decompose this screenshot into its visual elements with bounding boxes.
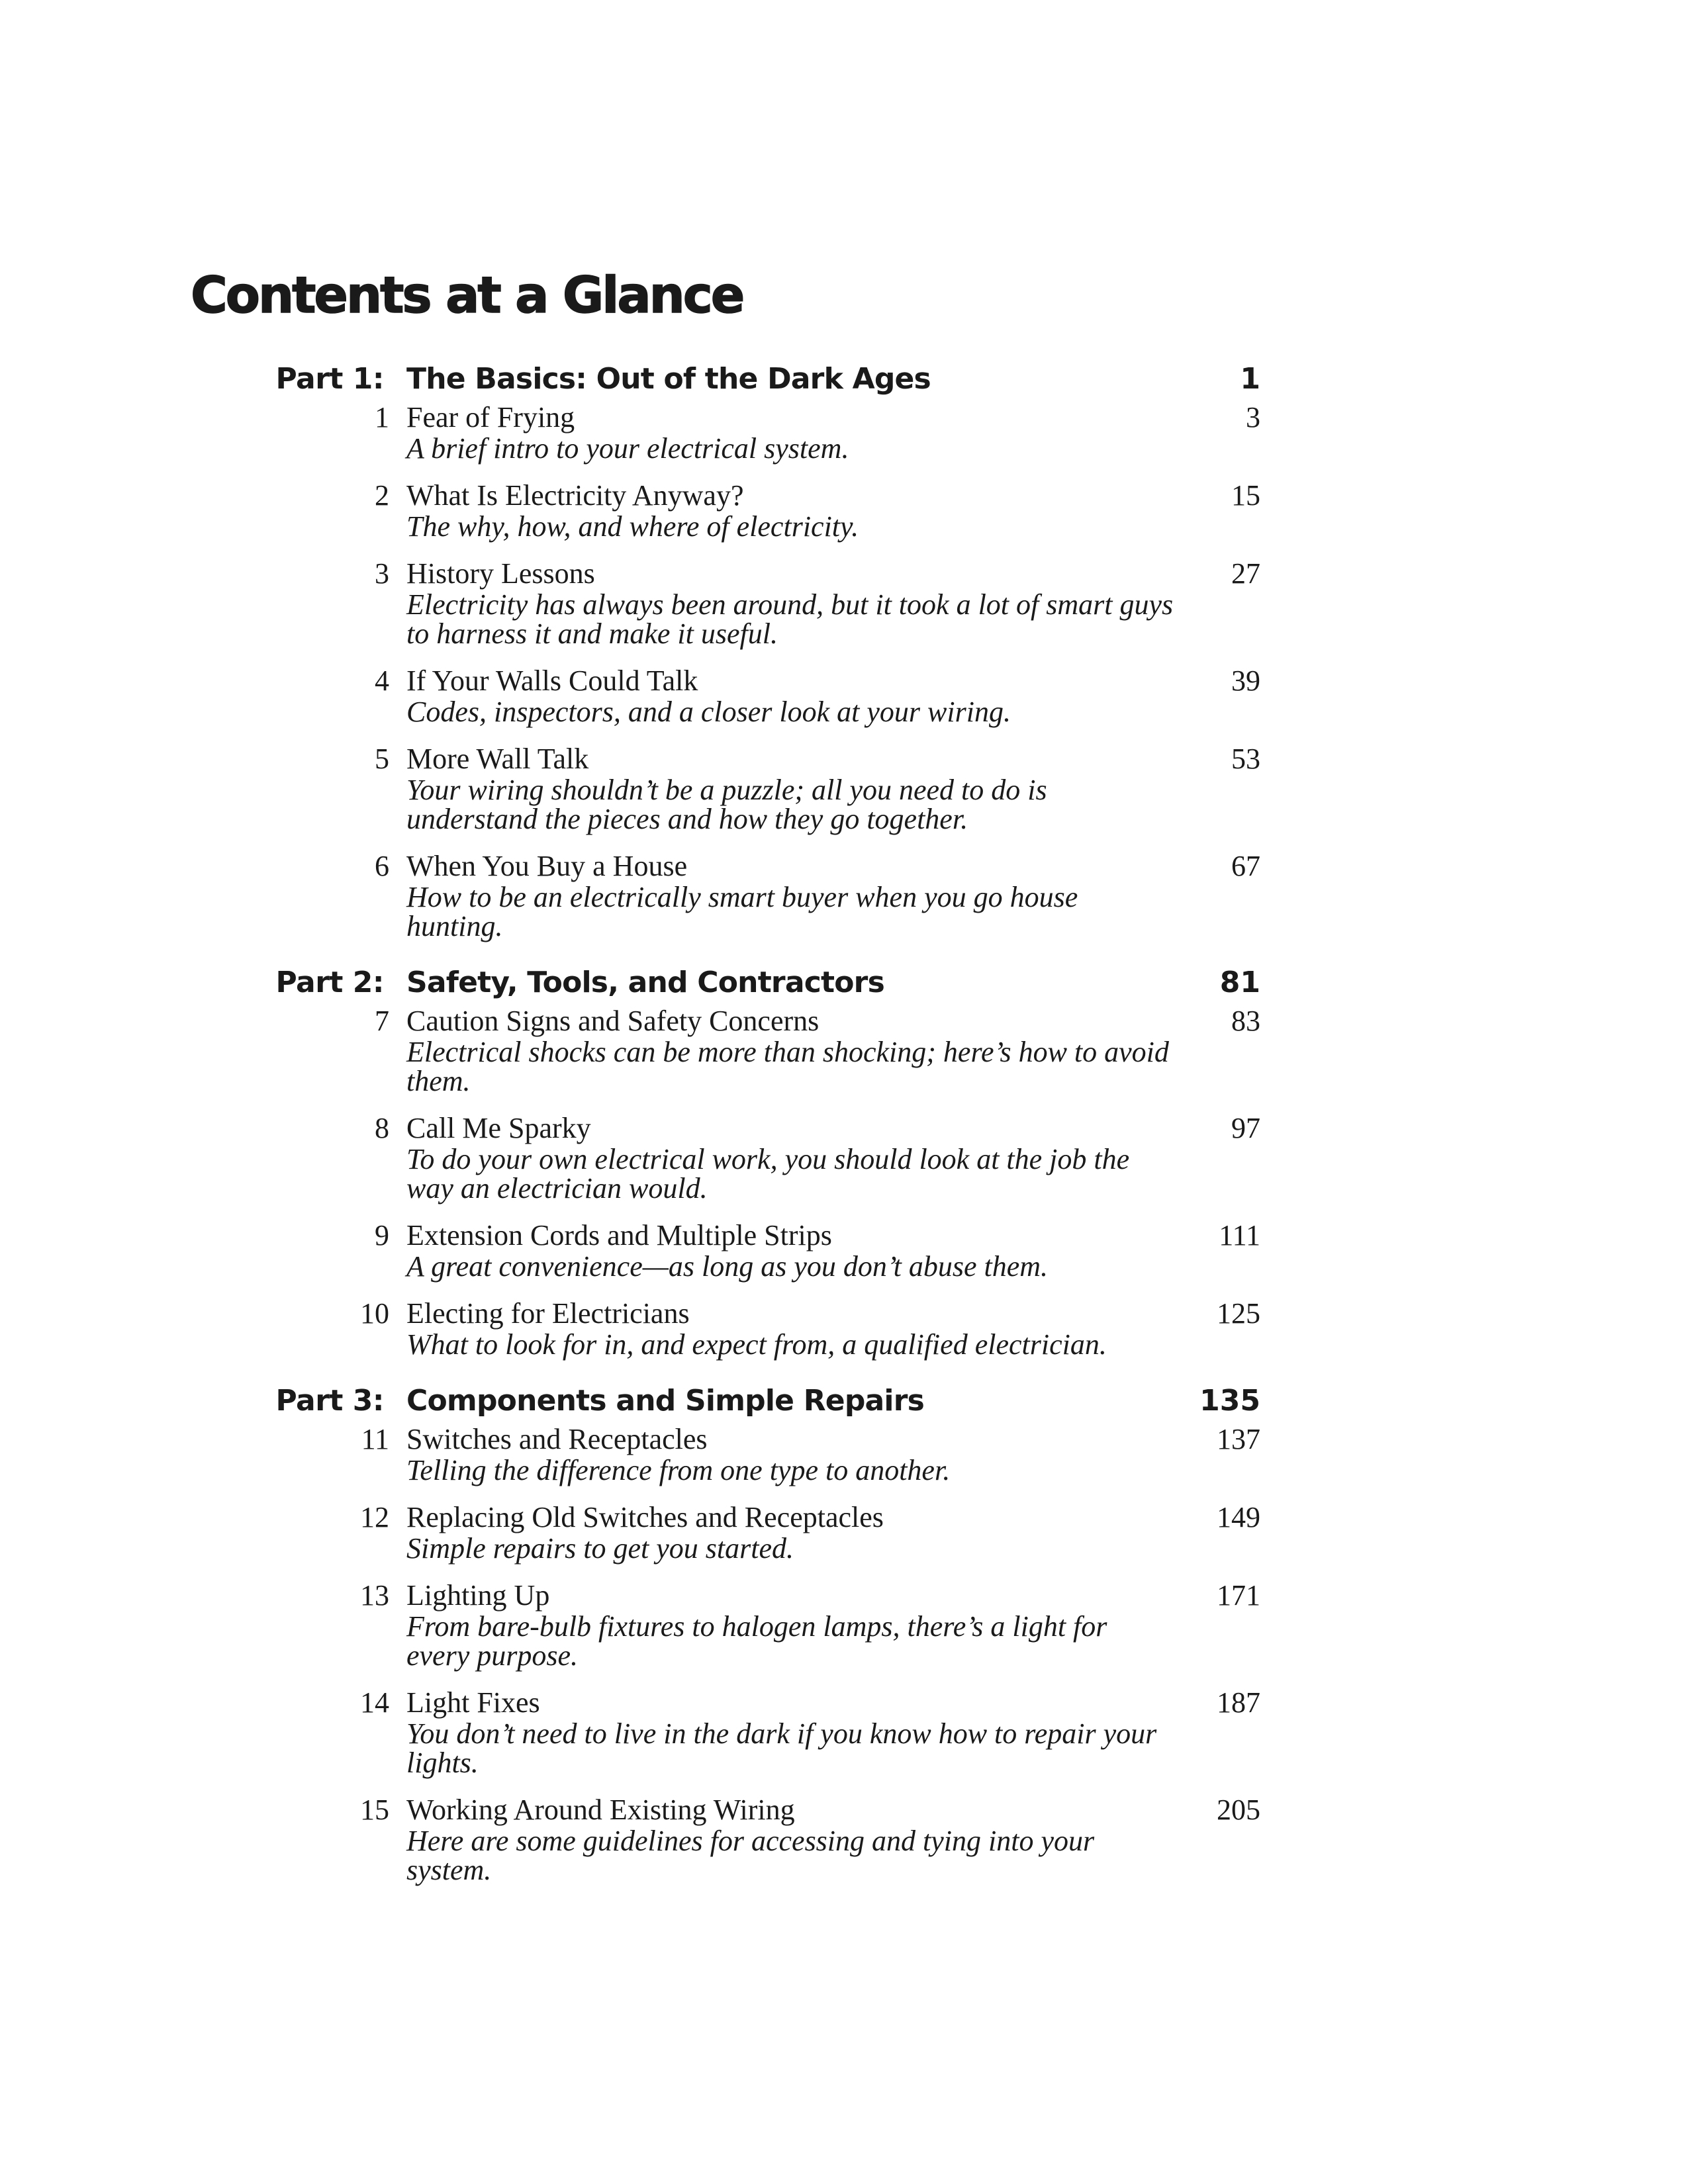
part-heading[interactable] (0, 357, 1688, 401)
chapter-title: Electing for Electricians (406, 1297, 690, 1330)
chapter-number: 14 (360, 1686, 389, 1719)
part-page-number: 81 (1219, 966, 1260, 999)
chapter-description: A great convenience—as long as you don’t abuse them. (406, 1250, 1049, 1283)
chapter-entry[interactable] (0, 1112, 1688, 1203)
chapter-title: Fear of Frying (406, 401, 575, 433)
chapter-entry[interactable] (0, 1686, 1688, 1778)
chapter-number: 6 (375, 850, 389, 882)
chapter-description: The why, how, and where of electricity. (406, 510, 859, 543)
chapter-title: Lighting Up (406, 1579, 550, 1612)
chapter-entry[interactable] (0, 664, 1688, 727)
chapter-page-number: 125 (1217, 1297, 1260, 1330)
part-page-number: 1 (1240, 362, 1260, 396)
chapter-number: 4 (375, 664, 389, 697)
chapter-title: If Your Walls Could Talk (406, 664, 698, 697)
chapter-number: 13 (360, 1579, 389, 1612)
chapter-description: Electrical shocks can be more than shocking; here’s how to avoid them. (406, 1036, 1169, 1097)
chapter-description: Telling the difference from one type to another. (406, 1454, 951, 1486)
chapter-entry[interactable] (0, 1219, 1688, 1281)
chapter-page-number: 205 (1217, 1794, 1260, 1826)
chapter-number: 15 (360, 1794, 389, 1826)
chapter-title: Call Me Sparky (406, 1112, 591, 1144)
chapter-page-number: 137 (1217, 1423, 1260, 1455)
chapter-entry[interactable] (0, 850, 1688, 941)
chapter-page-number: 27 (1231, 557, 1260, 590)
chapter-description: From bare-bulb fixtures to halogen lamps, there’s a light for every purpose. (406, 1610, 1107, 1672)
table-of-contents (0, 357, 1688, 1901)
chapter-description: Your wiring shouldn’t be a puzzle; all you need to do is understand the pieces and how they go together. (406, 774, 1047, 835)
chapter-page-number: 15 (1231, 479, 1260, 512)
chapter-number: 5 (375, 743, 389, 775)
chapter-page-number: 149 (1217, 1501, 1260, 1533)
chapter-number: 7 (375, 1005, 389, 1037)
part-label: Part 3: (275, 1384, 384, 1418)
chapter-description: How to be an electrically smart buyer when you go house hunting. (406, 881, 1078, 942)
chapter-entry[interactable] (0, 557, 1688, 649)
chapter-number: 2 (375, 479, 389, 512)
part-heading[interactable] (0, 961, 1688, 1005)
chapter-page-number: 83 (1231, 1005, 1260, 1037)
part-heading[interactable] (0, 1379, 1688, 1423)
chapter-title: More Wall Talk (406, 743, 589, 775)
chapter-number: 1 (375, 401, 389, 433)
part-title: The Basics: Out of the Dark Ages (406, 362, 931, 396)
chapter-title: Replacing Old Switches and Receptacles (406, 1501, 884, 1533)
chapter-entry[interactable] (0, 1423, 1688, 1485)
chapter-description: To do your own electrical work, you should look at the job the way an electrician would. (406, 1143, 1130, 1205)
chapter-number: 3 (375, 557, 389, 590)
chapter-page-number: 67 (1231, 850, 1260, 882)
chapter-title: Working Around Existing Wiring (406, 1794, 795, 1826)
chapter-page-number: 111 (1219, 1219, 1260, 1251)
chapter-entry[interactable] (0, 479, 1688, 541)
chapter-entry[interactable] (0, 401, 1688, 463)
chapter-description: Electricity has always been around, but it took a lot of smart guys to harness it and make it useful. (406, 588, 1174, 650)
chapter-title: Extension Cords and Multiple Strips (406, 1219, 832, 1251)
page-title: Contents at a Glance (191, 265, 743, 324)
chapter-description: What to look for in, and expect from, a qualified electrician. (406, 1328, 1107, 1361)
chapter-entry[interactable] (0, 1005, 1688, 1096)
chapter-page-number: 171 (1217, 1579, 1260, 1612)
chapter-title: History Lessons (406, 557, 595, 590)
chapter-page-number: 97 (1231, 1112, 1260, 1144)
chapter-title: Switches and Receptacles (406, 1423, 708, 1455)
chapter-title: Light Fixes (406, 1686, 540, 1719)
part-label: Part 1: (275, 362, 384, 396)
chapter-page-number: 3 (1246, 401, 1260, 433)
chapter-title: When You Buy a House (406, 850, 688, 882)
part-label: Part 2: (275, 966, 384, 999)
part-title: Safety, Tools, and Contractors (406, 966, 884, 999)
chapter-number: 12 (360, 1501, 389, 1533)
chapter-page-number: 187 (1217, 1686, 1260, 1719)
chapter-number: 9 (375, 1219, 389, 1251)
chapter-title: What Is Electricity Anyway? (406, 479, 744, 512)
chapter-page-number: 39 (1231, 664, 1260, 697)
chapter-entry[interactable] (0, 1794, 1688, 1885)
chapter-description: You don’t need to live in the dark if you know how to repair your lights. (406, 1717, 1157, 1779)
chapter-entry[interactable] (0, 1579, 1688, 1670)
chapter-number: 8 (375, 1112, 389, 1144)
chapter-description: A brief intro to your electrical system. (406, 432, 849, 465)
chapter-entry[interactable] (0, 743, 1688, 834)
part-page-number: 135 (1199, 1384, 1260, 1418)
chapter-entry[interactable] (0, 1297, 1688, 1359)
chapter-page-number: 53 (1231, 743, 1260, 775)
chapter-description: Here are some guidelines for accessing and tying into your system. (406, 1825, 1095, 1886)
chapter-title: Caution Signs and Safety Concerns (406, 1005, 820, 1037)
chapter-number: 10 (360, 1297, 389, 1330)
chapter-number: 11 (361, 1423, 389, 1455)
chapter-description: Simple repairs to get you started. (406, 1532, 794, 1565)
chapter-entry[interactable] (0, 1501, 1688, 1563)
chapter-description: Codes, inspectors, and a closer look at your wiring. (406, 696, 1011, 728)
part-title: Components and Simple Repairs (406, 1384, 924, 1418)
